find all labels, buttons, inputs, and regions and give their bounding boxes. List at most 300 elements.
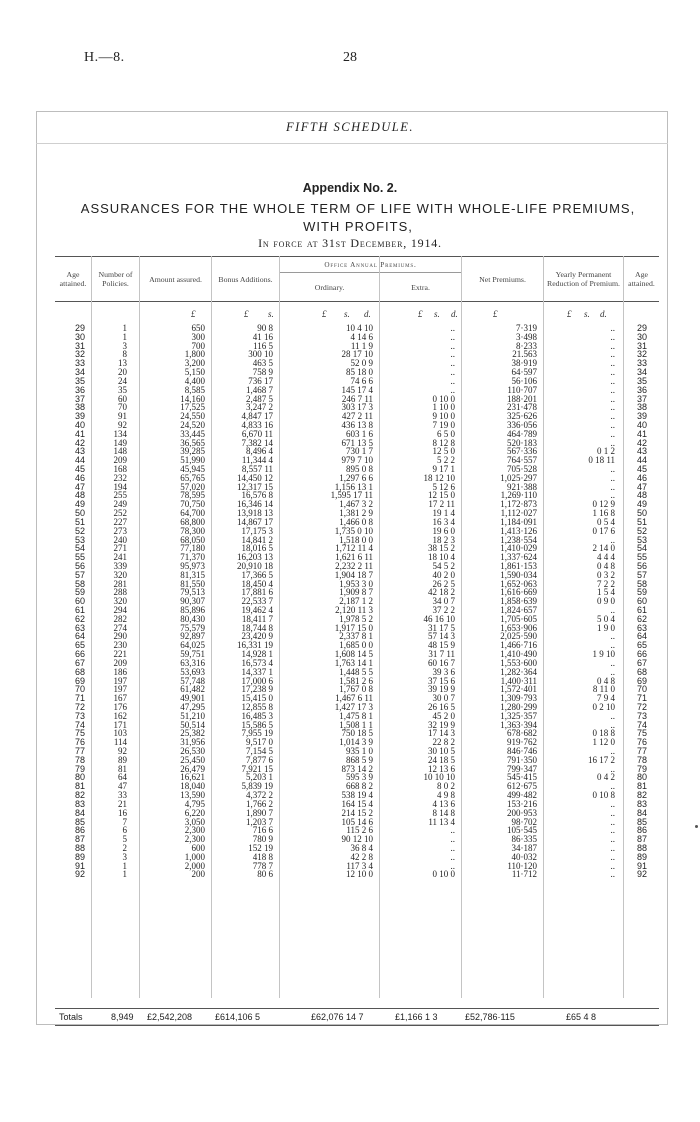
cell-number: 1 bbox=[122, 323, 127, 333]
cell-ordinary: 1,508 1 1 bbox=[339, 719, 373, 730]
cell-age-right: 37 bbox=[637, 393, 648, 404]
cell-bonus: 22,533 7 bbox=[241, 596, 273, 607]
cell-yearly: 1 16 8 bbox=[592, 508, 615, 519]
cell-amount: 71,370 bbox=[180, 552, 205, 563]
cell-ordinary: 117 3 4 bbox=[346, 860, 373, 871]
cell-number: 149 bbox=[113, 437, 127, 448]
cell-age: 63 bbox=[74, 622, 85, 633]
cell-extra: 5 12 6 bbox=[432, 481, 455, 492]
cell-bonus: 20,910 18 bbox=[237, 560, 273, 571]
cell-ordinary: 115 2 6 bbox=[346, 825, 373, 836]
unit-yearly-pounds: £ bbox=[567, 309, 572, 319]
cell-age-right: 32 bbox=[637, 349, 648, 360]
cell-yearly: .. bbox=[610, 860, 615, 871]
cell-bonus: 16,485 3 bbox=[241, 710, 273, 721]
cell-number: 13 bbox=[118, 358, 127, 369]
cell-yearly: 0 5 4 bbox=[597, 516, 615, 527]
cell-age: 89 bbox=[74, 851, 85, 862]
cell-age-right: 81 bbox=[637, 781, 648, 792]
cell-net: 1,824·657 bbox=[500, 605, 537, 615]
cell-net: 499·482 bbox=[507, 790, 537, 801]
cell-yearly: 0 4 2 bbox=[597, 772, 615, 783]
cell-amount: 2,300 bbox=[184, 825, 205, 836]
cell-bonus: 1,203 7 bbox=[246, 816, 273, 827]
cell-bonus: 716 6 bbox=[252, 825, 273, 836]
cell-amount: 13,590 bbox=[180, 790, 205, 801]
cell-number: 176 bbox=[113, 701, 127, 712]
cell-age-right: 41 bbox=[637, 428, 648, 439]
cell-yearly: .. bbox=[610, 402, 615, 413]
cell-age-right: 59 bbox=[637, 587, 648, 598]
cell-ordinary: 1,581 2 6 bbox=[339, 675, 373, 686]
cell-number: 5 bbox=[122, 834, 127, 845]
cell-extra: .. bbox=[450, 825, 455, 836]
cell-net: 1,025·297 bbox=[500, 472, 537, 483]
cell-net: 7·319 bbox=[516, 323, 537, 333]
cell-ordinary: 595 3 9 bbox=[346, 772, 373, 783]
cell-age: 67 bbox=[74, 657, 85, 668]
cell-age-right: 69 bbox=[637, 675, 648, 686]
cell-net: 705·528 bbox=[507, 464, 537, 474]
cell-net: 64·597 bbox=[511, 367, 537, 378]
cell-extra: 4 13 6 bbox=[432, 798, 455, 809]
cell-amount: 80,430 bbox=[180, 613, 205, 624]
cell-bonus: 2,487 5 bbox=[246, 393, 273, 404]
cell-ordinary: 1,978 5 2 bbox=[339, 613, 373, 624]
cell-age: 84 bbox=[74, 807, 85, 818]
cell-number: 339 bbox=[113, 560, 127, 571]
cell-ordinary: 1,595 17 11 bbox=[330, 490, 373, 501]
col-header-net: Net Premiums. bbox=[461, 257, 543, 301]
cell-extra: 22 8 2 bbox=[432, 737, 455, 748]
cell-age-right: 88 bbox=[637, 842, 648, 853]
cell-yearly: .. bbox=[610, 842, 615, 853]
cell-age-right: 46 bbox=[637, 472, 648, 483]
table-title-line-2: WITH PROFITS, bbox=[303, 219, 413, 234]
cell-bonus: 4,372 2 bbox=[246, 790, 273, 801]
cell-yearly: 0 12 9 bbox=[592, 499, 615, 510]
cell-number: 320 bbox=[113, 569, 127, 580]
cell-amount: 57,748 bbox=[180, 675, 205, 686]
cell-age: 82 bbox=[74, 790, 85, 801]
cell-bonus: 14,337 1 bbox=[241, 666, 273, 677]
totals-bonus: £614,106 5 bbox=[215, 1012, 261, 1022]
cell-age-right: 75 bbox=[637, 728, 648, 739]
cell-amount: 24,550 bbox=[180, 411, 205, 422]
cell-amount: 64,700 bbox=[180, 508, 205, 519]
cell-amount: 17,525 bbox=[180, 402, 205, 413]
cell-age: 58 bbox=[74, 578, 85, 589]
cell-age-right: 89 bbox=[637, 851, 648, 862]
cell-extra: 1 10 0 bbox=[432, 402, 455, 413]
cell-age: 60 bbox=[74, 596, 85, 607]
cell-yearly: 0 17 6 bbox=[592, 525, 615, 536]
cell-net: 11·712 bbox=[511, 869, 537, 880]
cell-extra: 9 10 0 bbox=[432, 411, 455, 422]
cell-bonus: 7,921 15 bbox=[241, 763, 273, 774]
table-row bbox=[55, 870, 659, 879]
cell-age-right: 50 bbox=[637, 508, 648, 519]
cell-age-right: 72 bbox=[637, 701, 648, 712]
cell-number: 1 bbox=[122, 860, 127, 871]
cell-extra: 26 16 5 bbox=[428, 701, 455, 712]
cell-yearly: .. bbox=[610, 331, 615, 342]
cell-bonus: 14,450 12 bbox=[237, 472, 273, 483]
cell-extra: 8 12 8 bbox=[432, 437, 455, 448]
cell-age-right: 47 bbox=[637, 481, 648, 492]
cell-age-right: 86 bbox=[637, 825, 648, 836]
cell-extra: 38 15 2 bbox=[428, 543, 455, 554]
cell-ordinary: 303 17 3 bbox=[341, 402, 373, 413]
cell-amount: 75,579 bbox=[180, 622, 205, 633]
cell-number: 271 bbox=[113, 543, 127, 554]
cell-number: 2 bbox=[122, 842, 127, 853]
cell-age: 32 bbox=[74, 349, 85, 360]
cell-number: 92 bbox=[118, 746, 127, 756]
cell-net: 1,363·394 bbox=[500, 719, 537, 730]
cell-ordinary: 1,767 0 8 bbox=[339, 684, 373, 695]
cell-yearly: 0 9 0 bbox=[597, 596, 615, 607]
cell-number: 81 bbox=[118, 763, 127, 774]
cell-age-right: 92 bbox=[637, 869, 648, 880]
cell-age-right: 44 bbox=[637, 455, 648, 466]
cell-net: 153·216 bbox=[507, 798, 537, 809]
cell-number: 288 bbox=[113, 587, 127, 598]
cell-bonus: 18,744 8 bbox=[241, 622, 273, 633]
cell-bonus: 736 17 bbox=[248, 375, 273, 386]
cell-number: 209 bbox=[113, 455, 127, 466]
cell-extra: 12 5 0 bbox=[432, 446, 455, 457]
table-header bbox=[55, 256, 659, 302]
cell-amount: 33,445 bbox=[180, 428, 205, 439]
cell-bonus: 5,839 19 bbox=[241, 781, 273, 792]
cell-age-right: 52 bbox=[637, 525, 648, 536]
cell-yearly: .. bbox=[610, 411, 615, 422]
cell-ordinary: 1,518 0 0 bbox=[339, 534, 373, 545]
cell-number: 274 bbox=[113, 622, 127, 633]
cell-age: 76 bbox=[74, 737, 85, 748]
cell-yearly: .. bbox=[610, 367, 615, 378]
cell-net: 1,280·299 bbox=[500, 701, 537, 712]
cell-age: 44 bbox=[74, 455, 85, 466]
cell-net: 567·336 bbox=[507, 446, 537, 457]
cell-age: 54 bbox=[74, 543, 85, 554]
cell-amount: 65,765 bbox=[180, 472, 205, 483]
cell-age: 57 bbox=[74, 569, 85, 580]
cell-age: 35 bbox=[74, 375, 85, 386]
cell-net: 105·545 bbox=[507, 825, 537, 836]
cell-bonus: 116 5 bbox=[253, 340, 273, 351]
cell-yearly: .. bbox=[610, 490, 615, 501]
cell-bonus: 6,670 11 bbox=[241, 428, 273, 439]
cell-bonus: 5,203 1 bbox=[246, 772, 273, 783]
cell-yearly: .. bbox=[610, 464, 615, 474]
cell-net: 791·350 bbox=[507, 754, 537, 765]
cell-extra: 19 6 0 bbox=[432, 525, 455, 536]
cell-extra: 48 15 9 bbox=[428, 640, 455, 651]
cell-age: 52 bbox=[74, 525, 85, 536]
cell-age-right: 30 bbox=[637, 331, 648, 342]
cell-extra: 32 19 9 bbox=[428, 719, 455, 730]
cell-age: 59 bbox=[74, 587, 85, 598]
cell-extra: 8 0 2 bbox=[437, 781, 455, 792]
cell-age-right: 61 bbox=[637, 605, 648, 615]
cell-bonus: 16,573 4 bbox=[241, 657, 273, 668]
cell-ordinary: 12 10 0 bbox=[346, 869, 373, 880]
cell-yearly: .. bbox=[610, 419, 615, 430]
cell-yearly: 1 5 4 bbox=[597, 587, 615, 598]
cell-age-right: 55 bbox=[637, 552, 648, 563]
cell-amount: 1,800 bbox=[184, 349, 205, 360]
cell-age: 38 bbox=[74, 402, 85, 413]
cell-number: 252 bbox=[113, 508, 127, 519]
cell-age-right: 40 bbox=[637, 419, 648, 430]
cell-yearly: .. bbox=[610, 869, 615, 880]
cell-ordinary: 873 14 2 bbox=[341, 763, 373, 774]
cell-bonus: 4,833 16 bbox=[241, 419, 273, 430]
cell-bonus: 418 8 bbox=[252, 851, 273, 862]
cell-yearly: .. bbox=[610, 746, 615, 756]
unit-extra-pounds: £ bbox=[418, 309, 423, 319]
cell-number: 167 bbox=[113, 693, 127, 704]
cell-age-right: 87 bbox=[637, 834, 648, 845]
cell-extra: 11 13 4 bbox=[428, 816, 455, 827]
cell-extra: 0 10 0 bbox=[432, 869, 455, 880]
cell-yearly: .. bbox=[610, 825, 615, 836]
totals-ordinary: £62,076 14 7 bbox=[311, 1012, 364, 1022]
cell-amount: 4,795 bbox=[184, 798, 205, 809]
cell-age: 81 bbox=[74, 781, 85, 792]
cell-ordinary: 10 4 10 bbox=[346, 323, 373, 333]
cell-yearly: .. bbox=[610, 763, 615, 774]
cell-net: 40·032 bbox=[511, 851, 537, 862]
cell-ordinary: 1,381 2 9 bbox=[339, 508, 373, 519]
cell-yearly: .. bbox=[610, 640, 615, 651]
cell-bonus: 16,346 14 bbox=[237, 499, 273, 510]
cell-ordinary: 1,427 17 3 bbox=[334, 701, 373, 712]
cell-age: 42 bbox=[74, 437, 85, 448]
cell-bonus: 12,855 8 bbox=[241, 701, 273, 712]
cell-age-right: 33 bbox=[637, 358, 648, 369]
cell-age-right: 68 bbox=[637, 666, 648, 677]
cell-age-right: 64 bbox=[637, 631, 648, 642]
cell-amount: 50,514 bbox=[180, 719, 205, 730]
cell-age-right: 82 bbox=[637, 790, 648, 801]
cell-number: 3 bbox=[122, 340, 127, 351]
cell-ordinary: 1,763 14 1 bbox=[334, 657, 373, 668]
cell-amount: 49,901 bbox=[180, 693, 205, 704]
cell-ordinary: 1,909 8 7 bbox=[339, 587, 373, 598]
totals-amount: £2,542,208 bbox=[147, 1012, 193, 1022]
cell-age-right: 83 bbox=[637, 798, 648, 809]
cell-extra: 31 17 5 bbox=[428, 622, 455, 633]
cell-number: 47 bbox=[118, 781, 127, 792]
cell-net: 1,400·311 bbox=[500, 675, 537, 686]
cell-number: 240 bbox=[113, 534, 127, 545]
cell-bonus: 17,881 6 bbox=[241, 587, 273, 598]
cell-amount: 70,750 bbox=[180, 499, 205, 510]
cell-number: 255 bbox=[113, 490, 127, 501]
cell-age-right: 84 bbox=[637, 807, 648, 818]
cell-extra: 17 14 3 bbox=[428, 728, 455, 739]
cell-extra: 5 2 2 bbox=[437, 455, 455, 466]
cell-bonus: 14,928 1 bbox=[241, 649, 273, 660]
cell-age: 55 bbox=[74, 552, 85, 563]
cell-extra: 9 17 1 bbox=[432, 464, 455, 474]
cell-extra: 18 12 10 bbox=[423, 472, 455, 483]
cell-number: 232 bbox=[113, 472, 127, 483]
cell-yearly: .. bbox=[610, 534, 615, 545]
cell-bonus: 1,766 2 bbox=[246, 798, 273, 809]
cell-number: 64 bbox=[118, 772, 127, 783]
cell-amount: 81,315 bbox=[180, 569, 205, 580]
cell-amount: 36,565 bbox=[180, 437, 205, 448]
cell-age: 41 bbox=[74, 428, 85, 439]
margin-mark bbox=[695, 825, 698, 828]
cell-number: 7 bbox=[122, 816, 127, 827]
cell-net: 336·056 bbox=[507, 419, 537, 430]
cell-number: 92 bbox=[118, 419, 127, 430]
col-header-extra: Extra. bbox=[379, 273, 461, 301]
page-number: 28 bbox=[343, 50, 357, 65]
cell-extra: 37 15 6 bbox=[428, 675, 455, 686]
cell-number: 230 bbox=[113, 640, 127, 651]
cell-bonus: 17,366 5 bbox=[241, 569, 273, 580]
cell-extra: .. bbox=[450, 834, 455, 845]
cell-ordinary: 1,685 0 0 bbox=[339, 640, 373, 651]
cell-yearly: .. bbox=[610, 807, 615, 818]
cell-age: 66 bbox=[74, 649, 85, 660]
cell-age: 92 bbox=[74, 869, 85, 880]
cell-yearly: .. bbox=[610, 657, 615, 668]
cell-yearly: .. bbox=[610, 437, 615, 448]
cell-amount: 78,595 bbox=[180, 490, 205, 501]
cell-amount: 24,520 bbox=[180, 419, 205, 430]
cell-age: 40 bbox=[74, 419, 85, 430]
cell-amount: 68,050 bbox=[180, 534, 205, 545]
cell-yearly: .. bbox=[610, 816, 615, 827]
cell-ordinary: 1,014 3 9 bbox=[339, 737, 373, 748]
cell-net: 1,325·357 bbox=[500, 710, 537, 721]
cell-ordinary: 4 14 6 bbox=[350, 331, 373, 342]
cell-net: 8·233 bbox=[516, 340, 537, 351]
cell-bonus: 8,496 4 bbox=[246, 446, 273, 457]
cell-net: 764·557 bbox=[507, 455, 537, 466]
cell-extra: 54 5 2 bbox=[432, 560, 455, 571]
unit-ordinary-pence: d. bbox=[364, 309, 371, 319]
cell-yearly: 0 3 2 bbox=[597, 569, 615, 580]
cell-extra: .. bbox=[450, 851, 455, 862]
cell-net: 86·335 bbox=[511, 834, 537, 845]
cell-yearly: .. bbox=[610, 631, 615, 642]
cell-number: 1 bbox=[122, 331, 127, 342]
cell-number: 241 bbox=[113, 552, 127, 563]
cell-age: 71 bbox=[74, 693, 85, 704]
cell-yearly: .. bbox=[610, 481, 615, 492]
cell-amount: 8,585 bbox=[184, 384, 205, 395]
cell-net: 1,410·029 bbox=[500, 543, 537, 554]
cell-yearly: .. bbox=[610, 851, 615, 862]
cell-amount: 81,550 bbox=[180, 578, 205, 589]
cell-amount: 39,285 bbox=[180, 446, 205, 457]
cell-net: 919·762 bbox=[507, 737, 537, 748]
cell-net: 846·746 bbox=[507, 746, 537, 756]
cell-amount: 700 bbox=[191, 340, 205, 351]
cell-yearly: .. bbox=[610, 358, 615, 369]
cell-amount: 200 bbox=[191, 869, 205, 880]
cell-age-right: 67 bbox=[637, 657, 648, 668]
cell-age: 62 bbox=[74, 613, 85, 624]
cell-ordinary: 1,467 3 2 bbox=[339, 499, 373, 510]
cell-number: 70 bbox=[118, 402, 127, 413]
cell-age: 45 bbox=[74, 464, 85, 474]
cell-extra: .. bbox=[450, 367, 455, 378]
cell-extra: .. bbox=[450, 358, 455, 369]
cell-bonus: 7,382 14 bbox=[241, 437, 273, 448]
cell-yearly: 0 18 11 bbox=[588, 455, 615, 466]
cell-yearly: .. bbox=[610, 605, 615, 615]
cell-ordinary: 935 1 0 bbox=[346, 746, 373, 756]
cell-bonus: 1,890 7 bbox=[246, 807, 273, 818]
cell-bonus: 1,468 7 bbox=[246, 384, 273, 395]
cell-ordinary: 1,475 8 1 bbox=[339, 710, 373, 721]
cell-ordinary: 895 0 8 bbox=[346, 464, 373, 474]
col-header-bonus: Bonus Additions. bbox=[211, 257, 279, 301]
cell-amount: 14,160 bbox=[180, 393, 205, 404]
cell-age: 77 bbox=[74, 746, 85, 756]
cell-age: 87 bbox=[74, 834, 85, 845]
cell-age: 39 bbox=[74, 411, 85, 422]
cell-net: 1,572·401 bbox=[500, 684, 537, 695]
cell-ordinary: 2,232 2 11 bbox=[335, 560, 373, 571]
cell-age: 80 bbox=[74, 772, 85, 783]
cell-ordinary: 42 2 8 bbox=[350, 851, 373, 862]
totals-extra: £1,166 1 3 bbox=[395, 1012, 438, 1022]
cell-age: 91 bbox=[74, 860, 85, 871]
cell-amount: 79,513 bbox=[180, 587, 205, 598]
cell-yearly: 1 9 10 bbox=[592, 649, 615, 660]
cell-amount: 3,050 bbox=[184, 816, 205, 827]
cell-age-right: 34 bbox=[637, 367, 648, 378]
unit-net: £ bbox=[493, 309, 498, 319]
cell-ordinary: 52 0 9 bbox=[350, 358, 373, 369]
appendix-heading: Appendix No. 2. bbox=[302, 181, 398, 195]
cell-age: 88 bbox=[74, 842, 85, 853]
cell-ordinary: 1,953 3 0 bbox=[339, 578, 373, 589]
cell-bonus: 14,841 2 bbox=[241, 534, 273, 545]
cell-ordinary: 74 6 6 bbox=[350, 375, 373, 386]
cell-net: 1,282·364 bbox=[500, 666, 537, 677]
cell-yearly: 0 1 2 bbox=[597, 446, 615, 457]
cell-net: 1,466·716 bbox=[500, 640, 537, 651]
cell-ordinary: 1,466 0 8 bbox=[339, 516, 373, 527]
cell-extra: 24 18 5 bbox=[428, 754, 455, 765]
cell-number: 60 bbox=[118, 393, 127, 404]
cell-net: 110·120 bbox=[507, 860, 537, 871]
col-header-yearly-reduction: Yearly Permanent Reduction of Premium. bbox=[543, 257, 623, 301]
cell-net: 21.563 bbox=[512, 349, 537, 360]
cell-bonus: 90 8 bbox=[257, 323, 273, 333]
cell-age: 29 bbox=[74, 323, 85, 333]
cell-net: 1,184·091 bbox=[500, 516, 537, 527]
cell-age: 75 bbox=[74, 728, 85, 739]
cell-net: 612·675 bbox=[507, 781, 537, 792]
cell-yearly: .. bbox=[610, 393, 615, 404]
cell-yearly: 0 4 8 bbox=[597, 560, 615, 571]
cell-yearly: 7 9 4 bbox=[597, 693, 615, 704]
cell-amount: 85,896 bbox=[180, 605, 205, 615]
cell-age-right: 74 bbox=[637, 719, 648, 730]
